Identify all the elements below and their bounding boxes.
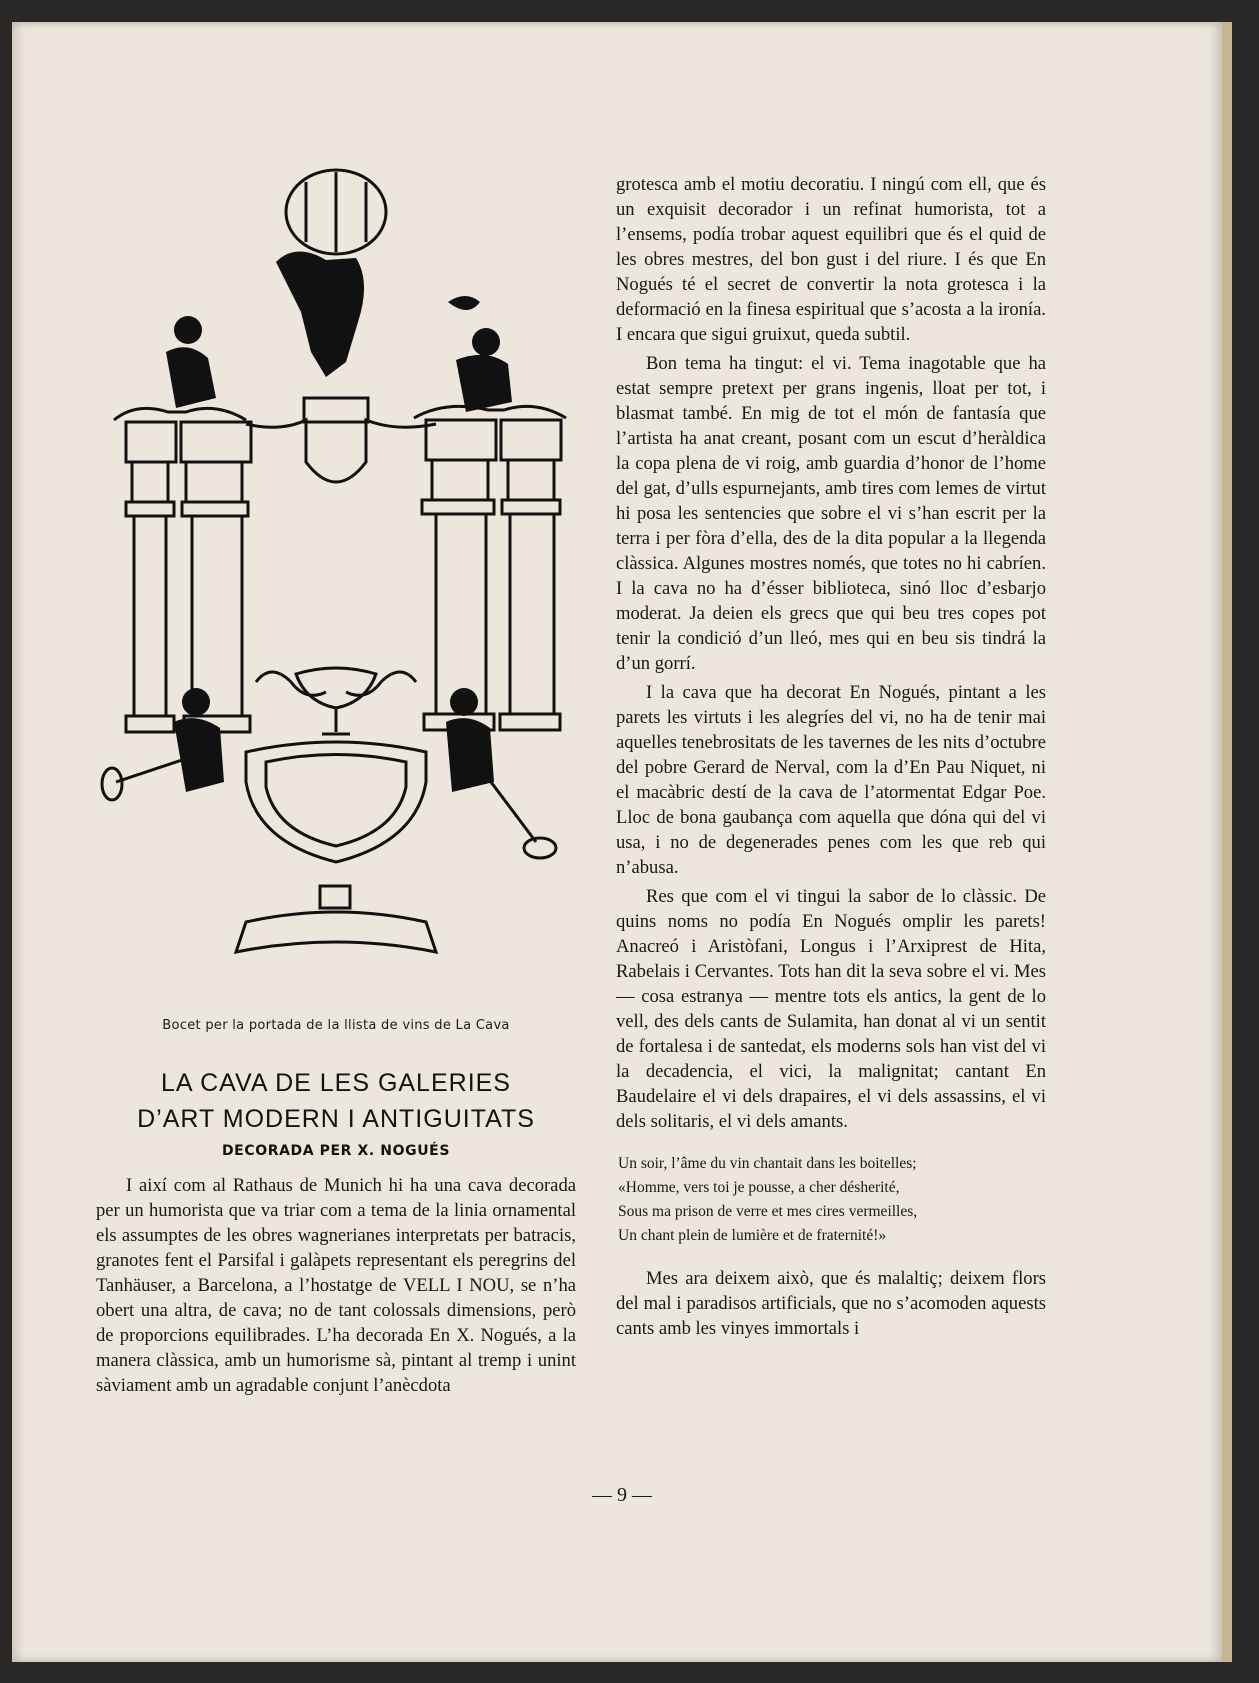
poem-line: Sous ma prison de verre et mes cires vermeilles,: [618, 1203, 918, 1220]
right-paragraph-1: grotesca amb el motiu decoratiu. I ningú com ell, que és un exquisit decorador i un refinat humorista, tot a l’ensems, podía trobar aquest equilibri que és el quid de les obres mestres, del bon gust i del riure. I és que En Nogués té el secret de convertir la nota grotesca i la deformació en la finesa espiritual que s’acosta a la ironía. I encara que sigui gruixut, queda subtil.: [616, 174, 1046, 345]
wine-list-cover-illustration: [96, 162, 576, 1012]
right-paragraph-2: Bon tema ha tingut: el vi. Tema inagotable que ha estat sempre pretext per grans ingenis, lloat per tot, i blasmat també. En mig de tot el món de fantasía que l’artista ha anat creant, posant com un escut d’heràldica la copa plena de vi roig, amb guardia d’honor de l’home del gat, d’ulls espurnejants, amb tires com lemes de virtut hi posa les sentencies que sobre el vi s’han escrit per la terra i per fòra d’ella, des de la dita popular a la llegenda clàssica. Algunes mostres només, que totes no hi cabríen. I la cava no ha d’ésser biblioteca, sinó lloc d’esbarjo moderat. Ja deien els grecs que qui beu tres copes pot tenir la condició d’un lleó, mes qui en beu sis tindrá la d’un gorrí.: [616, 353, 1046, 674]
poem-line: Un chant plein de lumière et de fraternité!»: [618, 1227, 887, 1244]
poem-line: Un soir, l’âme du vin chantait dans les boitelles;: [618, 1155, 917, 1172]
headline-line-2: D’ART MODERN I ANTIGUITATS: [137, 1105, 535, 1133]
left-column: [96, 162, 576, 1398]
poem-line: «Homme, vers toi je pousse, a cher désherité,: [618, 1179, 900, 1196]
right-paragraph-3: I la cava que ha decorat En Nogués, pintant a les parets les virtuts i les alegríes del vi, no ha de tenir mai aquelles tenebrositats de les tavernes de les nits d’octubre del pobre Gerard de Nerval, com la d’En Pau Niquet, ni el macàbric destí de la cava de l’atormentat Edgar Poe. Lloc de bona gaubança com aquella que dóna qui del vi usa, i no de degenerades penes com les que reb qui n’abusa.: [616, 682, 1046, 878]
headline-line-1: LA CAVA DE LES GALERIES: [160, 1069, 511, 1097]
closing-paragraph: Mes ara deixem això, que és malaltiç; deixem flors del mal i paradisos artificials, que no s’acomoden aquests cants amb les vinyes immortals i: [616, 1268, 1046, 1339]
right-column: [616, 172, 1046, 1341]
right-paragraph-4: Res que com el vi tingui la sabor de lo clàssic. De quins noms no podía En Nogués omplir les parets! Anacreó i Aristòfani, Longus i l’Arxiprest de Hita, Rabelais i Cervantes. Tots han dit la seva sobre el vi. Mes — cosa estranya — mentre tots els antics, la gent de lo vell, des dels cants de Sulamita, han donat al vi un sentit de fortalesa i de santedat, els moderns sols han vist del vi la decadencia, el vici, la malignitat; cantant En Baudelaire el vi dels drapaires, el vi dels assassins, el vi dels solitaris, el vi dels amants.: [616, 886, 1046, 1132]
left-paragraph: I així com al Rathaus de Munich hi ha una cava decorada per un humorista que va triar com a tema de la linia ornamental els assumptes de les obres wagnerianes interpretats per batracis, granotes fent el Parsifal i galàpets representant els peregrins del Tanhäuser, a Barcelona, a l’hostatge de VELL I NOU, se n’ha obert una altra, de cava; no de tant colossals dimensions, però de proporcions equilibrades. L’ha decorada En X. Nogués, a la manera clàssica, amb un humorisme sà, pintant al tremp i unint sàviament amb un agradable conjunt l’anècdota: [96, 1175, 576, 1396]
page: [12, 22, 1232, 1662]
baudelaire-quote: [618, 1152, 1046, 1248]
illustration-caption: Bocet per la portada de la llista de vins de La Cava: [162, 1018, 510, 1033]
article-headline: [96, 1065, 576, 1137]
article-byline: DECORADA PER X. NOGUÉS: [221, 1143, 451, 1159]
page-number: — 9 —: [592, 1484, 652, 1506]
